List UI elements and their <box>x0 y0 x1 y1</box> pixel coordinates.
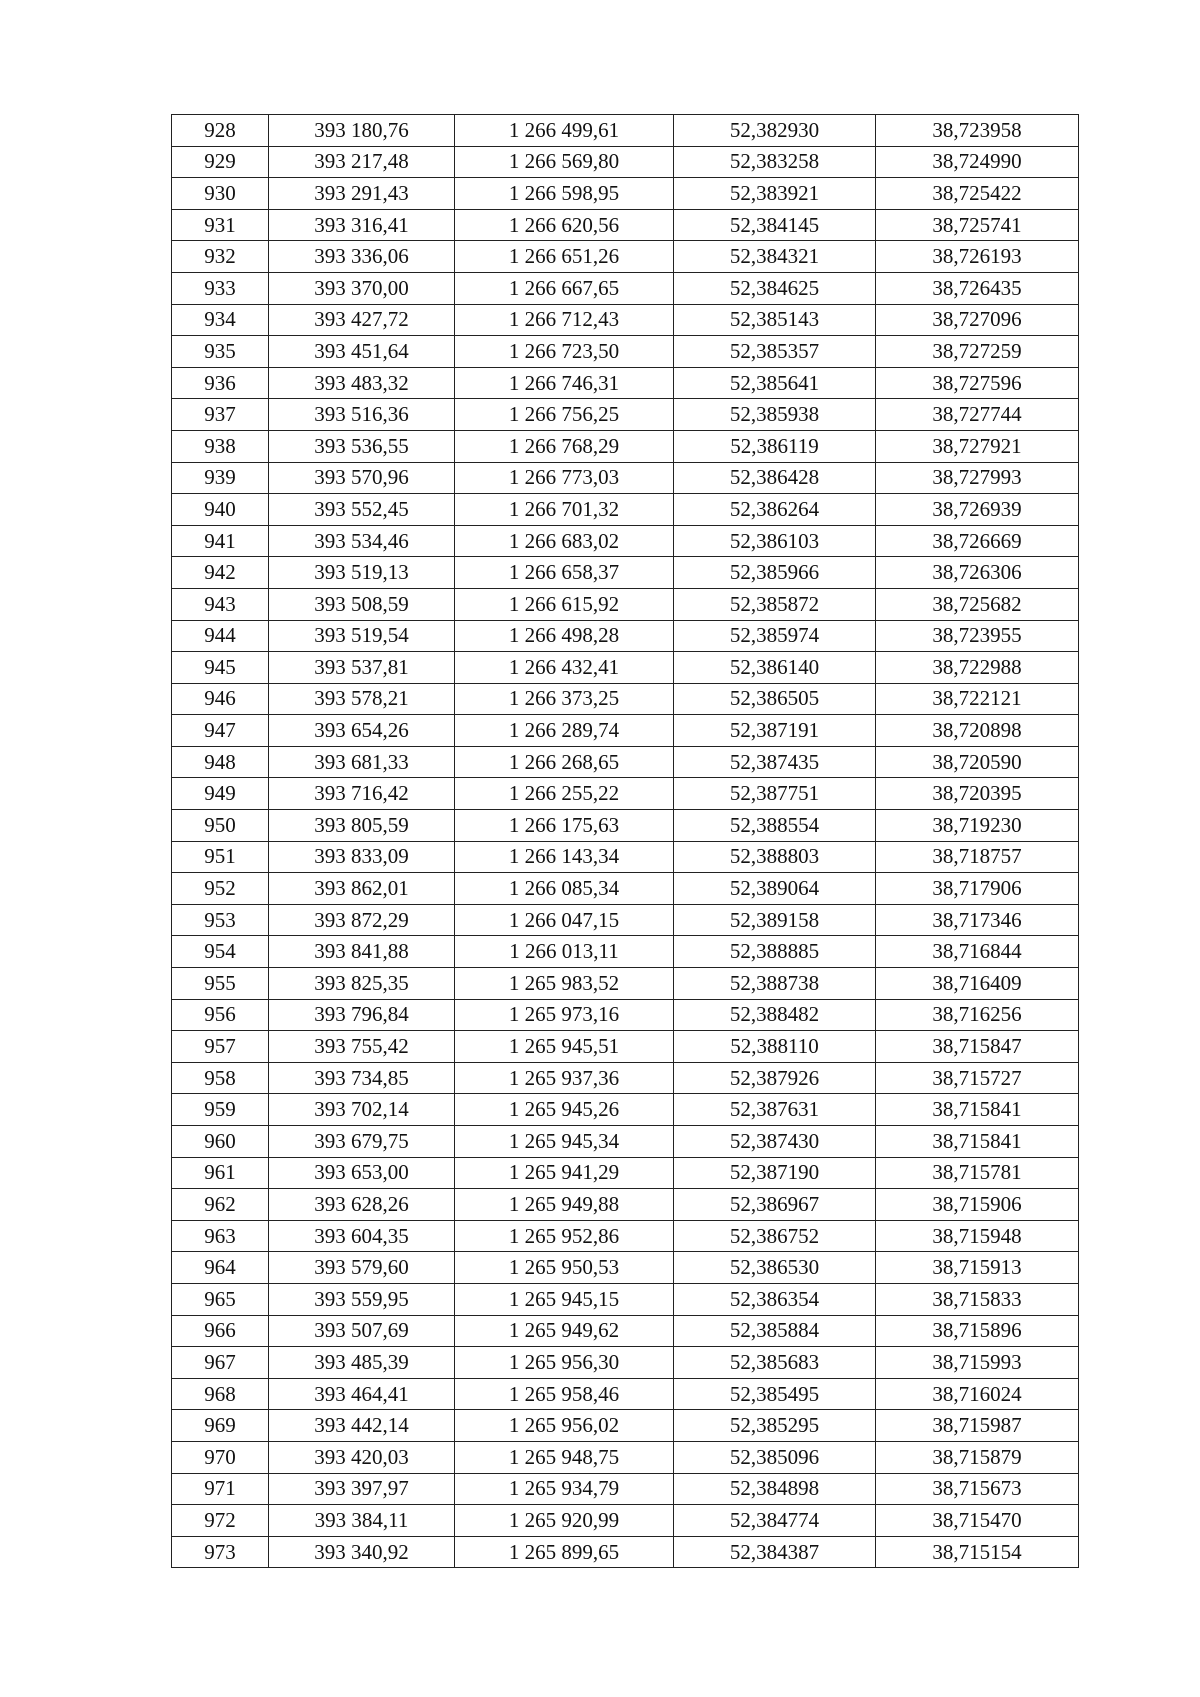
y-coordinate-cell: 1 265 945,26 <box>455 1094 674 1126</box>
y-coordinate-cell: 1 266 773,03 <box>455 462 674 494</box>
x-coordinate-cell: 393 420,03 <box>269 1441 455 1473</box>
longitude-cell: 38,727096 <box>876 304 1079 336</box>
point-number-cell: 940 <box>172 494 269 526</box>
table-row <box>172 810 1079 842</box>
longitude-cell: 38,715847 <box>876 1031 1079 1063</box>
point-number-cell: 966 <box>172 1315 269 1347</box>
x-coordinate-cell: 393 825,35 <box>269 968 455 1000</box>
point-number-cell: 929 <box>172 146 269 178</box>
point-number-cell: 958 <box>172 1062 269 1094</box>
longitude-cell: 38,715673 <box>876 1473 1079 1505</box>
longitude-cell: 38,715781 <box>876 1157 1079 1189</box>
latitude-cell: 52,386428 <box>674 462 876 494</box>
x-coordinate-cell: 393 483,32 <box>269 367 455 399</box>
x-coordinate-cell: 393 336,06 <box>269 241 455 273</box>
table-row <box>172 367 1079 399</box>
latitude-cell: 52,385974 <box>674 620 876 652</box>
table-row <box>172 1031 1079 1063</box>
latitude-cell: 52,384898 <box>674 1473 876 1505</box>
longitude-cell: 38,718757 <box>876 841 1079 873</box>
longitude-cell: 38,715727 <box>876 1062 1079 1094</box>
y-coordinate-cell: 1 266 598,95 <box>455 178 674 210</box>
table-row <box>172 1315 1079 1347</box>
point-number-cell: 959 <box>172 1094 269 1126</box>
point-number-cell: 928 <box>172 115 269 147</box>
y-coordinate-cell: 1 265 983,52 <box>455 968 674 1000</box>
x-coordinate-cell: 393 507,69 <box>269 1315 455 1347</box>
x-coordinate-cell: 393 681,33 <box>269 746 455 778</box>
point-number-cell: 969 <box>172 1410 269 1442</box>
y-coordinate-cell: 1 265 948,75 <box>455 1441 674 1473</box>
x-coordinate-cell: 393 702,14 <box>269 1094 455 1126</box>
table-row <box>172 336 1079 368</box>
longitude-cell: 38,724990 <box>876 146 1079 178</box>
latitude-cell: 52,386119 <box>674 430 876 462</box>
x-coordinate-cell: 393 578,21 <box>269 683 455 715</box>
point-number-cell: 935 <box>172 336 269 368</box>
longitude-cell: 38,720898 <box>876 715 1079 747</box>
y-coordinate-cell: 1 266 620,56 <box>455 209 674 241</box>
x-coordinate-cell: 393 604,35 <box>269 1220 455 1252</box>
latitude-cell: 52,385143 <box>674 304 876 336</box>
table-row <box>172 1220 1079 1252</box>
point-number-cell: 954 <box>172 936 269 968</box>
y-coordinate-cell: 1 266 746,31 <box>455 367 674 399</box>
latitude-cell: 52,385884 <box>674 1315 876 1347</box>
latitude-cell: 52,385938 <box>674 399 876 431</box>
y-coordinate-cell: 1 265 937,36 <box>455 1062 674 1094</box>
longitude-cell: 38,722988 <box>876 652 1079 684</box>
x-coordinate-cell: 393 316,41 <box>269 209 455 241</box>
x-coordinate-cell: 393 508,59 <box>269 588 455 620</box>
table-row <box>172 462 1079 494</box>
table-row <box>172 620 1079 652</box>
longitude-cell: 38,725682 <box>876 588 1079 620</box>
table-row <box>172 936 1079 968</box>
latitude-cell: 52,388554 <box>674 810 876 842</box>
x-coordinate-cell: 393 464,41 <box>269 1378 455 1410</box>
x-coordinate-cell: 393 552,45 <box>269 494 455 526</box>
y-coordinate-cell: 1 265 945,34 <box>455 1126 674 1158</box>
table-row <box>172 241 1079 273</box>
longitude-cell: 38,715470 <box>876 1505 1079 1537</box>
latitude-cell: 52,387435 <box>674 746 876 778</box>
longitude-cell: 38,716256 <box>876 999 1079 1031</box>
x-coordinate-cell: 393 653,00 <box>269 1157 455 1189</box>
y-coordinate-cell: 1 266 768,29 <box>455 430 674 462</box>
longitude-cell: 38,715896 <box>876 1315 1079 1347</box>
point-number-cell: 964 <box>172 1252 269 1284</box>
point-number-cell: 938 <box>172 430 269 462</box>
table-row <box>172 683 1079 715</box>
point-number-cell: 950 <box>172 810 269 842</box>
table-row <box>172 873 1079 905</box>
latitude-cell: 52,389158 <box>674 904 876 936</box>
latitude-cell: 52,387926 <box>674 1062 876 1094</box>
point-number-cell: 960 <box>172 1126 269 1158</box>
x-coordinate-cell: 393 628,26 <box>269 1189 455 1221</box>
point-number-cell: 963 <box>172 1220 269 1252</box>
x-coordinate-cell: 393 519,13 <box>269 557 455 589</box>
latitude-cell: 52,382930 <box>674 115 876 147</box>
point-number-cell: 971 <box>172 1473 269 1505</box>
point-number-cell: 930 <box>172 178 269 210</box>
x-coordinate-cell: 393 427,72 <box>269 304 455 336</box>
table-row <box>172 525 1079 557</box>
point-number-cell: 939 <box>172 462 269 494</box>
longitude-cell: 38,717906 <box>876 873 1079 905</box>
x-coordinate-cell: 393 516,36 <box>269 399 455 431</box>
y-coordinate-cell: 1 266 085,34 <box>455 873 674 905</box>
latitude-cell: 52,383258 <box>674 146 876 178</box>
latitude-cell: 52,386264 <box>674 494 876 526</box>
table-row <box>172 115 1079 147</box>
y-coordinate-cell: 1 266 373,25 <box>455 683 674 715</box>
longitude-cell: 38,715841 <box>876 1094 1079 1126</box>
y-coordinate-cell: 1 265 949,88 <box>455 1189 674 1221</box>
x-coordinate-cell: 393 291,43 <box>269 178 455 210</box>
y-coordinate-cell: 1 265 958,46 <box>455 1378 674 1410</box>
longitude-cell: 38,727744 <box>876 399 1079 431</box>
point-number-cell: 941 <box>172 525 269 557</box>
point-number-cell: 967 <box>172 1347 269 1379</box>
latitude-cell: 52,389064 <box>674 873 876 905</box>
latitude-cell: 52,386140 <box>674 652 876 684</box>
point-number-cell: 943 <box>172 588 269 620</box>
point-number-cell: 961 <box>172 1157 269 1189</box>
coordinates-table-body <box>172 115 1079 1568</box>
y-coordinate-cell: 1 265 949,62 <box>455 1315 674 1347</box>
point-number-cell: 962 <box>172 1189 269 1221</box>
x-coordinate-cell: 393 796,84 <box>269 999 455 1031</box>
y-coordinate-cell: 1 266 615,92 <box>455 588 674 620</box>
x-coordinate-cell: 393 716,42 <box>269 778 455 810</box>
point-number-cell: 932 <box>172 241 269 273</box>
y-coordinate-cell: 1 266 569,80 <box>455 146 674 178</box>
y-coordinate-cell: 1 266 047,15 <box>455 904 674 936</box>
y-coordinate-cell: 1 265 973,16 <box>455 999 674 1031</box>
point-number-cell: 965 <box>172 1283 269 1315</box>
latitude-cell: 52,388738 <box>674 968 876 1000</box>
x-coordinate-cell: 393 370,00 <box>269 272 455 304</box>
point-number-cell: 970 <box>172 1441 269 1473</box>
longitude-cell: 38,716024 <box>876 1378 1079 1410</box>
table-row <box>172 715 1079 747</box>
longitude-cell: 38,727993 <box>876 462 1079 494</box>
table-row <box>172 1252 1079 1284</box>
latitude-cell: 52,387191 <box>674 715 876 747</box>
longitude-cell: 38,726435 <box>876 272 1079 304</box>
table-row <box>172 178 1079 210</box>
point-number-cell: 931 <box>172 209 269 241</box>
latitude-cell: 52,387751 <box>674 778 876 810</box>
latitude-cell: 52,387430 <box>674 1126 876 1158</box>
table-row <box>172 1505 1079 1537</box>
latitude-cell: 52,386967 <box>674 1189 876 1221</box>
x-coordinate-cell: 393 485,39 <box>269 1347 455 1379</box>
x-coordinate-cell: 393 384,11 <box>269 1505 455 1537</box>
x-coordinate-cell: 393 579,60 <box>269 1252 455 1284</box>
table-row <box>172 778 1079 810</box>
x-coordinate-cell: 393 734,85 <box>269 1062 455 1094</box>
table-row <box>172 1283 1079 1315</box>
longitude-cell: 38,723955 <box>876 620 1079 652</box>
longitude-cell: 38,725741 <box>876 209 1079 241</box>
longitude-cell: 38,726669 <box>876 525 1079 557</box>
latitude-cell: 52,388885 <box>674 936 876 968</box>
longitude-cell: 38,715906 <box>876 1189 1079 1221</box>
longitude-cell: 38,726939 <box>876 494 1079 526</box>
y-coordinate-cell: 1 266 499,61 <box>455 115 674 147</box>
longitude-cell: 38,726193 <box>876 241 1079 273</box>
table-row <box>172 304 1079 336</box>
y-coordinate-cell: 1 266 255,22 <box>455 778 674 810</box>
latitude-cell: 52,387631 <box>674 1094 876 1126</box>
point-number-cell: 957 <box>172 1031 269 1063</box>
latitude-cell: 52,384387 <box>674 1536 876 1568</box>
y-coordinate-cell: 1 266 756,25 <box>455 399 674 431</box>
latitude-cell: 52,385096 <box>674 1441 876 1473</box>
point-number-cell: 946 <box>172 683 269 715</box>
y-coordinate-cell: 1 265 945,15 <box>455 1283 674 1315</box>
x-coordinate-cell: 393 536,55 <box>269 430 455 462</box>
x-coordinate-cell: 393 805,59 <box>269 810 455 842</box>
coordinates-table <box>171 114 1079 1568</box>
table-row <box>172 746 1079 778</box>
table-row <box>172 588 1079 620</box>
table-row <box>172 430 1079 462</box>
longitude-cell: 38,726306 <box>876 557 1079 589</box>
point-number-cell: 955 <box>172 968 269 1000</box>
y-coordinate-cell: 1 265 950,53 <box>455 1252 674 1284</box>
longitude-cell: 38,715913 <box>876 1252 1079 1284</box>
table-row <box>172 399 1079 431</box>
table-row <box>172 841 1079 873</box>
table-row <box>172 494 1079 526</box>
x-coordinate-cell: 393 397,97 <box>269 1473 455 1505</box>
y-coordinate-cell: 1 266 498,28 <box>455 620 674 652</box>
table-row <box>172 272 1079 304</box>
latitude-cell: 52,385495 <box>674 1378 876 1410</box>
longitude-cell: 38,727596 <box>876 367 1079 399</box>
x-coordinate-cell: 393 654,26 <box>269 715 455 747</box>
x-coordinate-cell: 393 451,64 <box>269 336 455 368</box>
latitude-cell: 52,386103 <box>674 525 876 557</box>
y-coordinate-cell: 1 266 143,34 <box>455 841 674 873</box>
latitude-cell: 52,385295 <box>674 1410 876 1442</box>
table-row <box>172 968 1079 1000</box>
latitude-cell: 52,385966 <box>674 557 876 589</box>
latitude-cell: 52,387190 <box>674 1157 876 1189</box>
latitude-cell: 52,385683 <box>674 1347 876 1379</box>
x-coordinate-cell: 393 534,46 <box>269 525 455 557</box>
point-number-cell: 948 <box>172 746 269 778</box>
longitude-cell: 38,720590 <box>876 746 1079 778</box>
y-coordinate-cell: 1 266 289,74 <box>455 715 674 747</box>
longitude-cell: 38,715948 <box>876 1220 1079 1252</box>
table-row <box>172 1536 1079 1568</box>
table-row <box>172 904 1079 936</box>
y-coordinate-cell: 1 266 268,65 <box>455 746 674 778</box>
longitude-cell: 38,715879 <box>876 1441 1079 1473</box>
y-coordinate-cell: 1 266 175,63 <box>455 810 674 842</box>
point-number-cell: 933 <box>172 272 269 304</box>
latitude-cell: 52,385357 <box>674 336 876 368</box>
x-coordinate-cell: 393 180,76 <box>269 115 455 147</box>
longitude-cell: 38,715841 <box>876 1126 1079 1158</box>
latitude-cell: 52,388803 <box>674 841 876 873</box>
table-row <box>172 1157 1079 1189</box>
y-coordinate-cell: 1 265 952,86 <box>455 1220 674 1252</box>
y-coordinate-cell: 1 266 658,37 <box>455 557 674 589</box>
latitude-cell: 52,385872 <box>674 588 876 620</box>
y-coordinate-cell: 1 265 941,29 <box>455 1157 674 1189</box>
x-coordinate-cell: 393 519,54 <box>269 620 455 652</box>
y-coordinate-cell: 1 265 956,30 <box>455 1347 674 1379</box>
point-number-cell: 936 <box>172 367 269 399</box>
table-row <box>172 1473 1079 1505</box>
latitude-cell: 52,384625 <box>674 272 876 304</box>
table-row <box>172 1126 1079 1158</box>
y-coordinate-cell: 1 266 013,11 <box>455 936 674 968</box>
x-coordinate-cell: 393 833,09 <box>269 841 455 873</box>
longitude-cell: 38,716409 <box>876 968 1079 1000</box>
longitude-cell: 38,715987 <box>876 1410 1079 1442</box>
latitude-cell: 52,384321 <box>674 241 876 273</box>
point-number-cell: 956 <box>172 999 269 1031</box>
y-coordinate-cell: 1 266 712,43 <box>455 304 674 336</box>
longitude-cell: 38,720395 <box>876 778 1079 810</box>
y-coordinate-cell: 1 265 956,02 <box>455 1410 674 1442</box>
longitude-cell: 38,719230 <box>876 810 1079 842</box>
longitude-cell: 38,723958 <box>876 115 1079 147</box>
longitude-cell: 38,716844 <box>876 936 1079 968</box>
point-number-cell: 952 <box>172 873 269 905</box>
longitude-cell: 38,727921 <box>876 430 1079 462</box>
latitude-cell: 52,388482 <box>674 999 876 1031</box>
table-row <box>172 999 1079 1031</box>
table-row <box>172 1189 1079 1221</box>
latitude-cell: 52,386530 <box>674 1252 876 1284</box>
x-coordinate-cell: 393 862,01 <box>269 873 455 905</box>
latitude-cell: 52,384145 <box>674 209 876 241</box>
x-coordinate-cell: 393 841,88 <box>269 936 455 968</box>
x-coordinate-cell: 393 340,92 <box>269 1536 455 1568</box>
y-coordinate-cell: 1 265 934,79 <box>455 1473 674 1505</box>
latitude-cell: 52,386354 <box>674 1283 876 1315</box>
x-coordinate-cell: 393 537,81 <box>269 652 455 684</box>
table-row <box>172 146 1079 178</box>
longitude-cell: 38,717346 <box>876 904 1079 936</box>
point-number-cell: 953 <box>172 904 269 936</box>
point-number-cell: 945 <box>172 652 269 684</box>
point-number-cell: 942 <box>172 557 269 589</box>
point-number-cell: 951 <box>172 841 269 873</box>
table-row <box>172 652 1079 684</box>
table-row <box>172 1347 1079 1379</box>
longitude-cell: 38,715833 <box>876 1283 1079 1315</box>
y-coordinate-cell: 1 265 945,51 <box>455 1031 674 1063</box>
y-coordinate-cell: 1 266 723,50 <box>455 336 674 368</box>
x-coordinate-cell: 393 559,95 <box>269 1283 455 1315</box>
latitude-cell: 52,385641 <box>674 367 876 399</box>
y-coordinate-cell: 1 266 651,26 <box>455 241 674 273</box>
table-row <box>172 1410 1079 1442</box>
y-coordinate-cell: 1 266 683,02 <box>455 525 674 557</box>
latitude-cell: 52,388110 <box>674 1031 876 1063</box>
y-coordinate-cell: 1 266 432,41 <box>455 652 674 684</box>
longitude-cell: 38,725422 <box>876 178 1079 210</box>
x-coordinate-cell: 393 679,75 <box>269 1126 455 1158</box>
latitude-cell: 52,386505 <box>674 683 876 715</box>
point-number-cell: 937 <box>172 399 269 431</box>
longitude-cell: 38,715993 <box>876 1347 1079 1379</box>
table-row <box>172 1062 1079 1094</box>
point-number-cell: 944 <box>172 620 269 652</box>
point-number-cell: 947 <box>172 715 269 747</box>
table-row <box>172 557 1079 589</box>
point-number-cell: 973 <box>172 1536 269 1568</box>
point-number-cell: 949 <box>172 778 269 810</box>
y-coordinate-cell: 1 265 899,65 <box>455 1536 674 1568</box>
x-coordinate-cell: 393 755,42 <box>269 1031 455 1063</box>
point-number-cell: 972 <box>172 1505 269 1537</box>
y-coordinate-cell: 1 266 667,65 <box>455 272 674 304</box>
table-row <box>172 1378 1079 1410</box>
table-row <box>172 1441 1079 1473</box>
table-row <box>172 1094 1079 1126</box>
latitude-cell: 52,386752 <box>674 1220 876 1252</box>
latitude-cell: 52,384774 <box>674 1505 876 1537</box>
x-coordinate-cell: 393 872,29 <box>269 904 455 936</box>
y-coordinate-cell: 1 265 920,99 <box>455 1505 674 1537</box>
latitude-cell: 52,383921 <box>674 178 876 210</box>
y-coordinate-cell: 1 266 701,32 <box>455 494 674 526</box>
point-number-cell: 968 <box>172 1378 269 1410</box>
point-number-cell: 934 <box>172 304 269 336</box>
x-coordinate-cell: 393 570,96 <box>269 462 455 494</box>
longitude-cell: 38,715154 <box>876 1536 1079 1568</box>
x-coordinate-cell: 393 442,14 <box>269 1410 455 1442</box>
table-row <box>172 209 1079 241</box>
longitude-cell: 38,727259 <box>876 336 1079 368</box>
x-coordinate-cell: 393 217,48 <box>269 146 455 178</box>
longitude-cell: 38,722121 <box>876 683 1079 715</box>
